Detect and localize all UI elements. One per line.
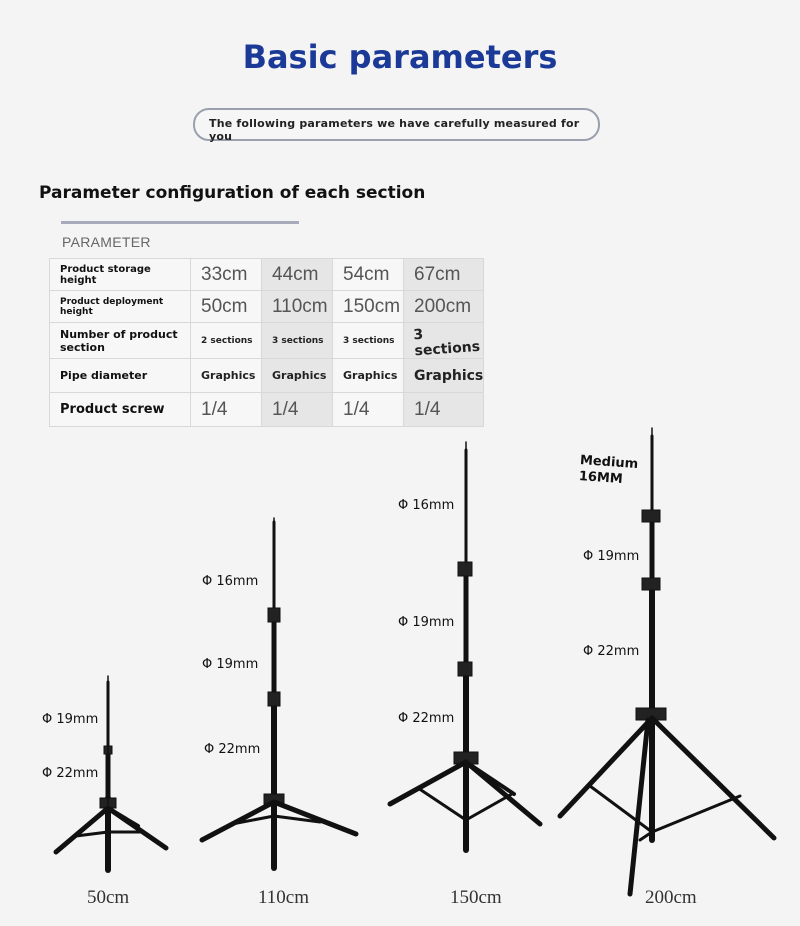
table-cell: 67cm (404, 259, 484, 291)
diameter-label: Φ 22mm (42, 766, 99, 781)
table-cell: 1/4 (262, 393, 333, 427)
table-cell (404, 323, 484, 359)
table-cell: 44cm (262, 259, 333, 291)
table-row (50, 259, 484, 291)
table-cell: Graphics (262, 359, 333, 393)
stand-caption: 150cm (450, 887, 502, 908)
diameter-label: Φ 19mm (42, 712, 99, 727)
tripod-stand-200cm (560, 428, 774, 894)
stand-caption: 200cm (645, 887, 697, 908)
table-cell: 54cm (333, 259, 404, 291)
table-cell: 3 sections (333, 323, 404, 359)
diameter-label: Φ 22mm (204, 742, 261, 757)
table-cell: 33cm (191, 259, 262, 291)
diameter-label: Φ 19mm (202, 657, 259, 672)
stand-caption: 110cm (258, 887, 310, 908)
parameter-table (49, 258, 484, 427)
table-cell: Graphics (191, 359, 262, 393)
stand-caption: 50cm (87, 887, 130, 908)
diameter-label: Φ 19mm (398, 615, 455, 630)
table-cell: 1/4 (191, 393, 262, 427)
subtitle-text: The following parameters we have carefully measured for you (209, 117, 580, 143)
rotated-cell-text: 3 sections (412, 326, 481, 359)
section-note-line: Medium (579, 453, 639, 473)
table-cell: 1/4 (333, 393, 404, 427)
diameter-label: Φ 16mm (398, 498, 455, 513)
table-cell: Graphics (333, 359, 404, 393)
section-note-line: 16MM (578, 468, 624, 488)
table-cell: 110cm (262, 291, 333, 323)
subtitle-pill (193, 108, 600, 141)
table-cell: Graphics (404, 359, 484, 393)
row-label: Number of product section (50, 323, 191, 359)
table-row (50, 291, 484, 323)
tripod-stand-110cm (202, 518, 356, 868)
table-caption: PARAMETER (62, 234, 151, 250)
diameter-label: Φ 16mm (202, 574, 259, 589)
diameter-label: Φ 19mm (583, 549, 640, 564)
section-heading: Parameter configuration of each section (39, 183, 426, 203)
row-label: Product storage height (50, 259, 191, 291)
table-row (50, 323, 484, 359)
row-label: Pipe diameter (50, 359, 191, 393)
row-label: Product deployment height (50, 291, 191, 323)
row-label: Product screw (50, 393, 191, 427)
heading-rule (61, 221, 299, 224)
diameter-label: Φ 22mm (583, 644, 640, 659)
table-cell: 200cm (404, 291, 484, 323)
table-cell: 2 sections (191, 323, 262, 359)
table-cell: 50cm (191, 291, 262, 323)
tripod-stands-illustration (0, 420, 800, 926)
table-cell: 1/4 (404, 393, 484, 427)
page-title: Basic parameters (242, 38, 558, 76)
table-row (50, 359, 484, 393)
table-cell: 150cm (333, 291, 404, 323)
diameter-label: Φ 22mm (398, 711, 455, 726)
table-cell: 3 sections (262, 323, 333, 359)
